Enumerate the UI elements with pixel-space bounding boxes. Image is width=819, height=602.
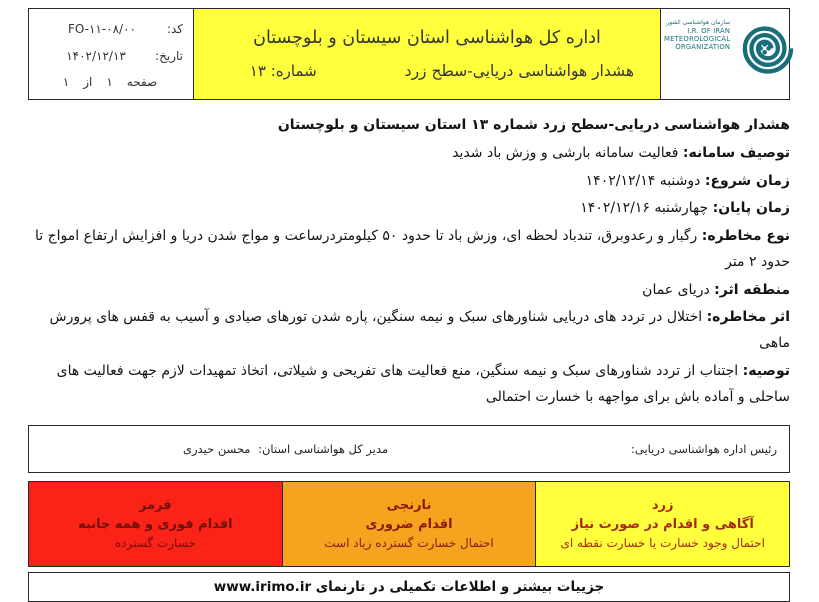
page-label: صفحه: [126, 75, 158, 89]
code-row: [37, 18, 183, 40]
document-content: [28, 8, 790, 602]
field-hazard-type: نوع مخاطره: رگبار و رعدوبرق، تندباد لحظه ای، وزش باد تا حدود ۵۰ کیلومتردرساعت و مواج شدن دریا و افزایش ارتفاع امواج تا حدود ۲ متر: [34, 228, 790, 270]
code-value: FO-۱۱-۰۸/۰۰: [67, 22, 136, 36]
field-hazard-effect: اثر مخاطره: اختلال در تردد های دریایی شناورهای سبک و نیمه سنگین، پاره شدن تورهای صیادی و آسیب به قفس های پرورش ماهی: [49, 309, 790, 351]
field-affected-area: منطقه اثر: دریای عمان: [642, 281, 790, 298]
level-yellow-name: زرد: [651, 498, 674, 514]
document-header: [28, 8, 790, 100]
field-start-time: زمان شروع: دوشنبه ۱۴۰۲/۱۲/۱۴: [585, 172, 790, 189]
warning-levels-legend: [28, 481, 790, 567]
logo-en-line2: METEOROLOGICAL: [664, 34, 731, 43]
logo-text: [664, 15, 730, 52]
director-signature: [179, 442, 388, 456]
code-label: کد:: [166, 22, 183, 36]
warning-number: شماره: ۱۳: [249, 61, 317, 80]
field-system-description: توصیف سامانه: فعالیت سامانه بارشی و وزش باد شدید: [452, 144, 790, 161]
logo-box: [660, 8, 790, 100]
logo-en-line1: I.R. OF IRAN: [687, 26, 731, 35]
director-label: مدیر کل هواشناسی استان:: [258, 442, 389, 457]
level-orange: [283, 481, 537, 567]
total-pages: ۱: [62, 75, 70, 89]
title-box: [194, 8, 660, 100]
page-row: [37, 71, 183, 93]
field-recommendation: توصیه: اجتناب از تردد شناورهای سبک و نیمه سنگین، منع فعالیت های تفریحی و شیلاتی، اتخاذ تمهیدات لازم جهت فعالیت های ساحلی و آماده باش برای مواجهه با خسارت احتمالی: [56, 362, 790, 405]
footer-text: جزییات بیشتر و اطلاعات تکمیلی در تارنمای www.irimo.ir: [213, 579, 605, 596]
logo-en-line3: ORGANIZATION: [675, 43, 731, 52]
marine-office-head-label: رئیس اداره هواشناسی دریایی:: [630, 442, 777, 457]
date-row: [37, 45, 183, 67]
level-yellow-description: احتمال وجود خسارت یا خسارت نقطه ای: [560, 536, 765, 551]
director-name: محسن حیدری: [183, 442, 251, 457]
meta-box: [28, 8, 194, 100]
date-label: تاریخ:: [155, 48, 183, 63]
level-orange-action: اقدام ضروری: [365, 517, 453, 533]
date-value: ۱۴۰۲/۱۲/۱۳: [66, 48, 126, 63]
page-number: ۱: [106, 75, 113, 89]
level-yellow: [536, 481, 790, 567]
footer-note: [28, 572, 790, 602]
logo-farsi-line: سازمان هواشناسی کشور: [666, 19, 731, 26]
level-red: [28, 481, 283, 567]
level-red-description: خسارت گسترده: [114, 536, 196, 551]
signature-box: [28, 425, 790, 473]
level-yellow-action: آگاهی و اقدام در صورت نیاز: [571, 517, 754, 533]
of-label: از: [83, 75, 93, 89]
level-red-name: قرمز: [138, 498, 172, 514]
warning-heading: هشدار هواشناسی دریایی-سطح زرد شماره ۱۳ استان سیستان و بلوچستان: [277, 117, 790, 133]
document-subtitle: هشدار هواشناسی دریایی-سطح زرد: [404, 61, 634, 80]
warning-body: [28, 100, 790, 410]
page-title: اداره کل هواشناسی استان سیستان و بلوچستان: [253, 28, 601, 49]
irimo-spiral-logo-icon: [730, 17, 796, 83]
level-red-action: اقدام فوری و همه جانبه: [78, 517, 233, 533]
field-end-time: زمان پایان: چهارشنبه ۱۴۰۲/۱۲/۱۶: [580, 200, 790, 217]
subtitle-row: [194, 62, 660, 80]
level-orange-description: احتمال خسارت گسترده زیاد است: [324, 536, 494, 551]
level-orange-name: نارنجی: [386, 498, 432, 514]
